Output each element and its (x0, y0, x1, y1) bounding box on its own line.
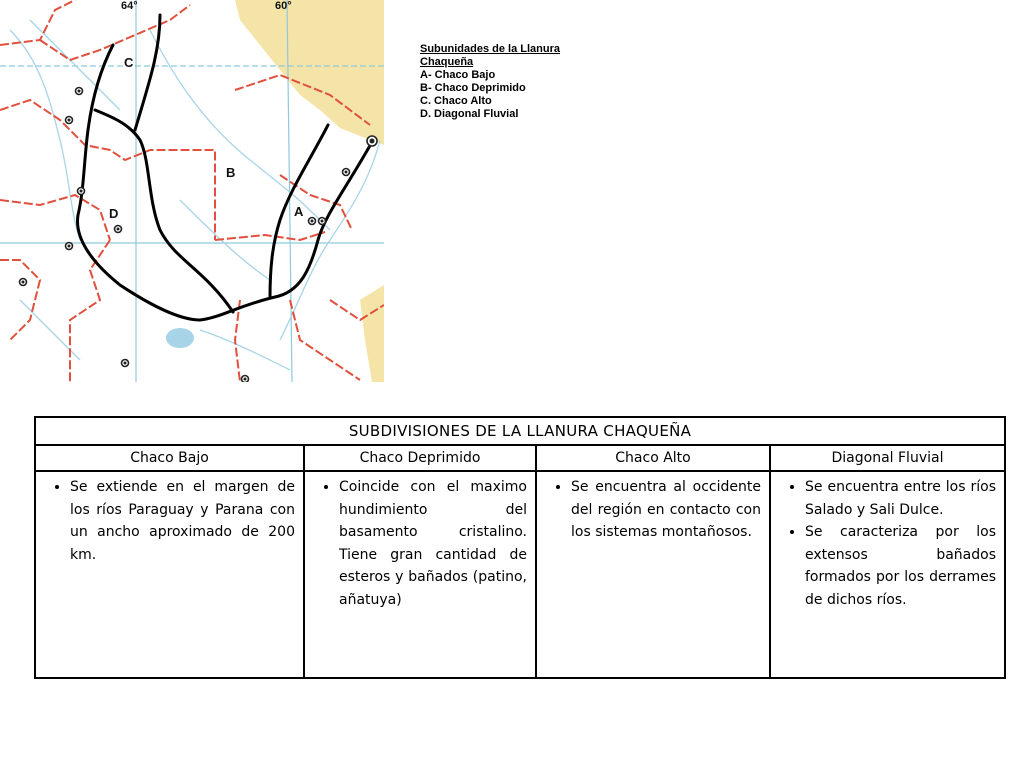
legend-item-chaco-bajo: A- Chaco Bajo (420, 69, 496, 81)
bullet-item: • Se encuentra al occidente del región en contacto con los sistemas montañosos. (571, 476, 761, 544)
lon-label-60: 60° (275, 0, 292, 12)
bullet-item: • Se extiende en el margen de los ríos Paraguay y Parana con un ancho aproximado de 200 km. (70, 476, 295, 566)
bullet-item: • Coincide con el maximo hundimiento del basamento cristalino. Tiene gran cantidad de esteros y bañados (patino, añatuya) (339, 476, 527, 611)
table-title: SUBDIVISIONES DE LA LLANURA CHAQUEÑA (35, 417, 1005, 445)
region-letter-a: A (294, 204, 304, 219)
cell-chaco-deprimido (304, 471, 536, 678)
column-header-chaco-deprimido: Chaco Deprimido (304, 445, 536, 471)
bullet-item: • Se encuentra entre los ríos Salado y Sali Dulce. (805, 476, 996, 521)
column-header-chaco-alto: Chaco Alto (536, 445, 770, 471)
cell-chaco-bajo (35, 471, 304, 678)
region-letter-d: D (109, 206, 119, 221)
lon-label-64: 64° (121, 0, 138, 12)
region-letter-b: B (226, 165, 236, 180)
bullet-item: • Se caracteriza por los extensos bañados formados por los derrames de dichos ríos. (805, 521, 996, 611)
region-letter-c: C (124, 55, 134, 70)
cell-chaco-alto (536, 471, 770, 678)
chaco-map (0, 0, 384, 382)
column-header-chaco-bajo: Chaco Bajo (35, 445, 304, 471)
legend-item-diagonal-fluvial: D. Diagonal Fluvial (420, 108, 519, 120)
legend-item-chaco-alto: C. Chaco Alto (420, 95, 492, 107)
legend-title: Subunidades de la Llanura Chaqueña (420, 43, 560, 68)
subdivisions-table (34, 416, 1006, 679)
cell-diagonal-fluvial (770, 471, 1005, 678)
legend-item-chaco-deprimido: B- Chaco Deprimido (420, 82, 526, 94)
lagoon (166, 328, 194, 348)
column-header-diagonal-fluvial: Diagonal Fluvial (770, 445, 1005, 471)
subdivisions-table-wrap (34, 416, 1004, 671)
map-legend (420, 43, 610, 121)
